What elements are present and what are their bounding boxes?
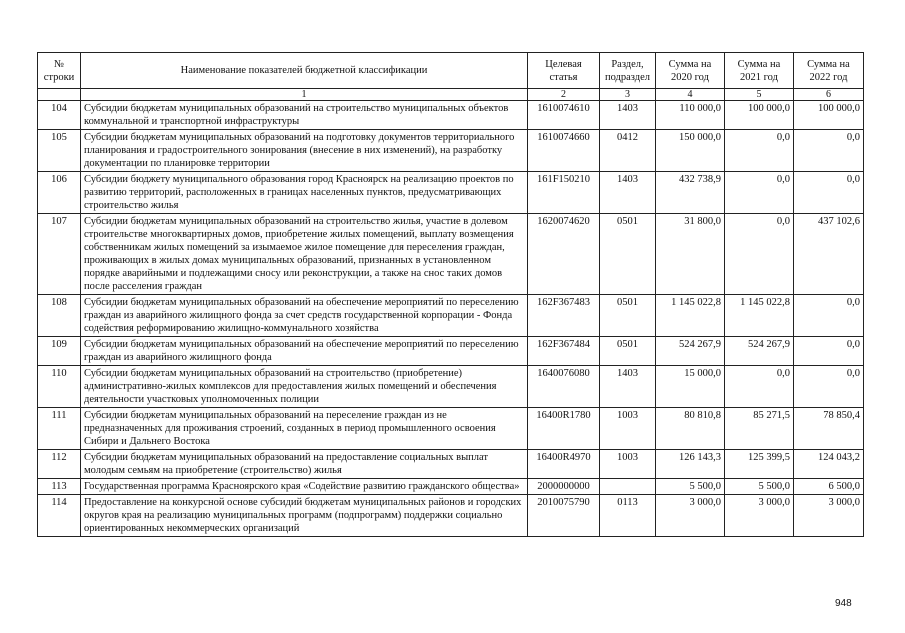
row-number: 109 (38, 337, 81, 366)
table-row (38, 479, 864, 495)
indicator-name: Субсидии бюджетам муниципальных образований на предоставление социальных выплат молодым семьям на приобретение (строительство) жилья (81, 450, 528, 479)
target-article: 1610074610 (528, 101, 600, 130)
amount-2021: 3 000,0 (725, 495, 794, 537)
amount-2020: 31 800,0 (656, 214, 725, 295)
indicator-name: Субсидии бюджетам муниципальных образований на строительство муниципальных объектов коммунальной и транспортной инфраструктуры (81, 101, 528, 130)
amount-2022: 0,0 (794, 295, 864, 337)
amount-2022: 437 102,6 (794, 214, 864, 295)
section-code: 1003 (600, 408, 656, 450)
table-row (38, 295, 864, 337)
section-code: 0113 (600, 495, 656, 537)
amount-2021: 5 500,0 (725, 479, 794, 495)
amount-2022: 0,0 (794, 130, 864, 172)
page-number: 948 (835, 598, 852, 609)
column-number: 3 (600, 89, 656, 101)
amount-2021: 1 145 022,8 (725, 295, 794, 337)
indicator-name: Субсидии бюджетам муниципальных образований на обеспечение мероприятий по переселению граждан из аварийного жилищного фонда за счет средств государственной корпорации - Фонда содействия реформированию жилищно-коммунального хозяйства (81, 295, 528, 337)
amount-2020: 15 000,0 (656, 366, 725, 408)
amount-2022: 0,0 (794, 337, 864, 366)
amount-2021: 0,0 (725, 172, 794, 214)
target-article: 1610074660 (528, 130, 600, 172)
amount-2021: 0,0 (725, 214, 794, 295)
column-number: 6 (794, 89, 864, 101)
amount-2021: 125 399,5 (725, 450, 794, 479)
amount-2021: 0,0 (725, 130, 794, 172)
column-number-row (38, 89, 864, 101)
table-row (38, 130, 864, 172)
amount-2022: 78 850,4 (794, 408, 864, 450)
target-article: 1640076080 (528, 366, 600, 408)
column-number: 1 (81, 89, 528, 101)
indicator-name: Субсидии бюджетам муниципальных образований на строительство жилья, участие в долевом строительстве многоквартирных домов, приобретение жилых помещений, выплату возмещения собственникам жилых помещений за изымаемое жилое помещение для переселения граждан, проживающих в жилых домах муниципальных образований, признанных в установленном порядке аварийными и подлежащими сносу или реконструкции, а также на снос таких домов после расселения граждан (81, 214, 528, 295)
section-code: 1403 (600, 172, 656, 214)
row-number: 104 (38, 101, 81, 130)
header-row (38, 53, 864, 89)
header-row-number: № строки (38, 53, 81, 89)
indicator-name: Предоставление на конкурсной основе субсидий бюджетам муниципальных районов и городских округов края на реализацию муниципальных программ (подпрограмм) поддержки социально ориентированных некоммерческих организаций (81, 495, 528, 537)
column-number: 4 (656, 89, 725, 101)
table-row (38, 450, 864, 479)
table-row (38, 101, 864, 130)
amount-2020: 80 810,8 (656, 408, 725, 450)
target-article: 1620074620 (528, 214, 600, 295)
row-number: 114 (38, 495, 81, 537)
row-number: 105 (38, 130, 81, 172)
amount-2022: 0,0 (794, 172, 864, 214)
amount-2022: 100 000,0 (794, 101, 864, 130)
indicator-name: Субсидии бюджетам муниципальных образований на строительство (приобретение) административно-жилых комплексов для предоставления жилых помещений и обеспечения деятельности участковых уполномоченных полиции (81, 366, 528, 408)
indicator-name: Субсидии бюджету муниципального образования город Красноярск на реализацию проектов по развитию территорий, расположенных в границах населенных пунктов, предусматривающих строительство жилья (81, 172, 528, 214)
indicator-name: Субсидии бюджетам муниципальных образований на обеспечение мероприятий по переселению граждан из аварийного жилищного фонда (81, 337, 528, 366)
target-article: 16400R4970 (528, 450, 600, 479)
indicator-name: Субсидии бюджетам муниципальных образований на подготовку документов территориального планирования и градостроительного зонирования (внесение в них изменений), на разработку документации по планировке территории (81, 130, 528, 172)
row-number: 110 (38, 366, 81, 408)
amount-2020: 5 500,0 (656, 479, 725, 495)
amount-2022: 6 500,0 (794, 479, 864, 495)
target-article: 162F367484 (528, 337, 600, 366)
target-article: 2000000000 (528, 479, 600, 495)
section-code: 0501 (600, 337, 656, 366)
indicator-name: Государственная программа Красноярского края «Содействие развитию гражданского общества» (81, 479, 528, 495)
amount-2020: 110 000,0 (656, 101, 725, 130)
section-code: 1003 (600, 450, 656, 479)
amount-2020: 432 738,9 (656, 172, 725, 214)
header-sum-2022: Сумма на 2022 год (794, 53, 864, 89)
table-row (38, 337, 864, 366)
section-code: 0501 (600, 295, 656, 337)
table-row (38, 495, 864, 537)
column-number: 2 (528, 89, 600, 101)
target-article: 161F150210 (528, 172, 600, 214)
target-article: 162F367483 (528, 295, 600, 337)
target-article: 2010075790 (528, 495, 600, 537)
amount-2022: 0,0 (794, 366, 864, 408)
amount-2020: 524 267,9 (656, 337, 725, 366)
row-number: 111 (38, 408, 81, 450)
amount-2021: 524 267,9 (725, 337, 794, 366)
budget-table (37, 52, 864, 537)
row-number: 106 (38, 172, 81, 214)
section-code: 0412 (600, 130, 656, 172)
header-section: Раздел, подраздел (600, 53, 656, 89)
amount-2021: 100 000,0 (725, 101, 794, 130)
row-number: 107 (38, 214, 81, 295)
amount-2022: 3 000,0 (794, 495, 864, 537)
amount-2020: 126 143,3 (656, 450, 725, 479)
section-code: 1403 (600, 101, 656, 130)
column-number: 5 (725, 89, 794, 101)
amount-2021: 0,0 (725, 366, 794, 408)
row-number: 112 (38, 450, 81, 479)
column-number (38, 89, 81, 101)
section-code: 1403 (600, 366, 656, 408)
amount-2020: 150 000,0 (656, 130, 725, 172)
table-row (38, 366, 864, 408)
section-code (600, 479, 656, 495)
amount-2022: 124 043,2 (794, 450, 864, 479)
table-row (38, 214, 864, 295)
header-sum-2021: Сумма на 2021 год (725, 53, 794, 89)
table-row (38, 172, 864, 214)
row-number: 113 (38, 479, 81, 495)
table-row (38, 408, 864, 450)
header-target-article: Целевая статья (528, 53, 600, 89)
amount-2020: 1 145 022,8 (656, 295, 725, 337)
header-indicator-name: Наименование показателей бюджетной классификации (81, 53, 528, 89)
amount-2021: 85 271,5 (725, 408, 794, 450)
indicator-name: Субсидии бюджетам муниципальных образований на переселение граждан из не предназначенных для проживания строений, созданных в период промышленного освоения Сибири и Дальнего Востока (81, 408, 528, 450)
amount-2020: 3 000,0 (656, 495, 725, 537)
header-sum-2020: Сумма на 2020 год (656, 53, 725, 89)
section-code: 0501 (600, 214, 656, 295)
target-article: 16400R1780 (528, 408, 600, 450)
row-number: 108 (38, 295, 81, 337)
